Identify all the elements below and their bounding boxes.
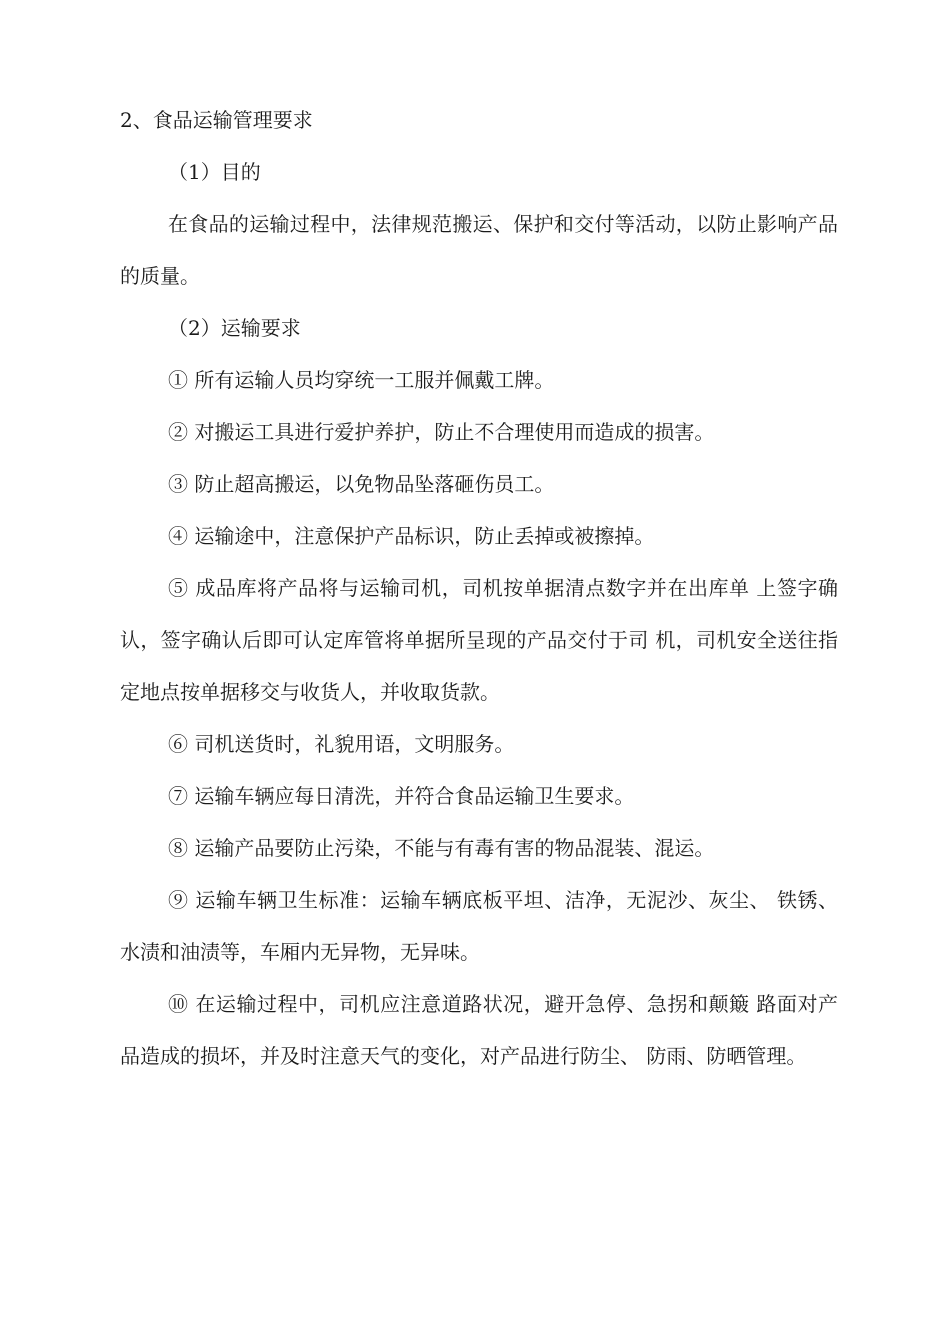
requirement-item-8: ⑧ 运输产品要防止污染，不能与有毒有害的物品混装、混运。 (168, 836, 715, 860)
requirement-item-3: ③ 防止超高搬运，以免物品坠落砸伤员工。 (168, 472, 555, 496)
requirement-item-6: ⑥ 司机送货时，礼貌用语，文明服务。 (168, 732, 515, 756)
subsection-title-purpose: （1）目的 (168, 160, 261, 184)
subsection-title-requirements: （2）运输要求 (168, 316, 301, 340)
requirement-item-1: ① 所有运输人员均穿统一工服并佩戴工牌。 (168, 368, 555, 392)
requirement-item-2: ② 对搬运工具进行爱护养护，防止不合理使用而造成的损害。 (168, 420, 715, 444)
purpose-paragraph: 在食品的运输过程中，法律规范搬运、保护和交付等活动，以防止影响产品的质量。 (120, 212, 838, 288)
requirement-item-9: ⑨ 运输车辆卫生标准：运输车辆底板平坦、洁净，无泥沙、灰尘、 铁锈、水渍和油渍等，车厢内无异物，无异味。 (120, 888, 838, 964)
document-content (120, 94, 838, 1082)
requirement-item-4: ④ 运输途中，注意保护产品标识，防止丢掉或被擦掉。 (168, 524, 655, 548)
section-heading: 2、食品运输管理要求 (120, 108, 313, 132)
requirement-item-5: ⑤ 成品库将产品将与运输司机，司机按单据清点数字并在出库单 上签字确认，签字确认后即可认定库管将单据所呈现的产品交付于司 机，司机安全送往指定地点按单据移交与收货人，并收取货款。 (120, 576, 838, 704)
requirement-item-7: ⑦ 运输车辆应每日清洗，并符合食品运输卫生要求。 (168, 784, 635, 808)
requirement-item-10: ⑩ 在运输过程中，司机应注意道路状况，避开急停、急拐和颠簸 路面对产品造成的损坏，并及时注意天气的变化，对产品进行防尘、 防雨、防晒管理。 (120, 992, 838, 1068)
